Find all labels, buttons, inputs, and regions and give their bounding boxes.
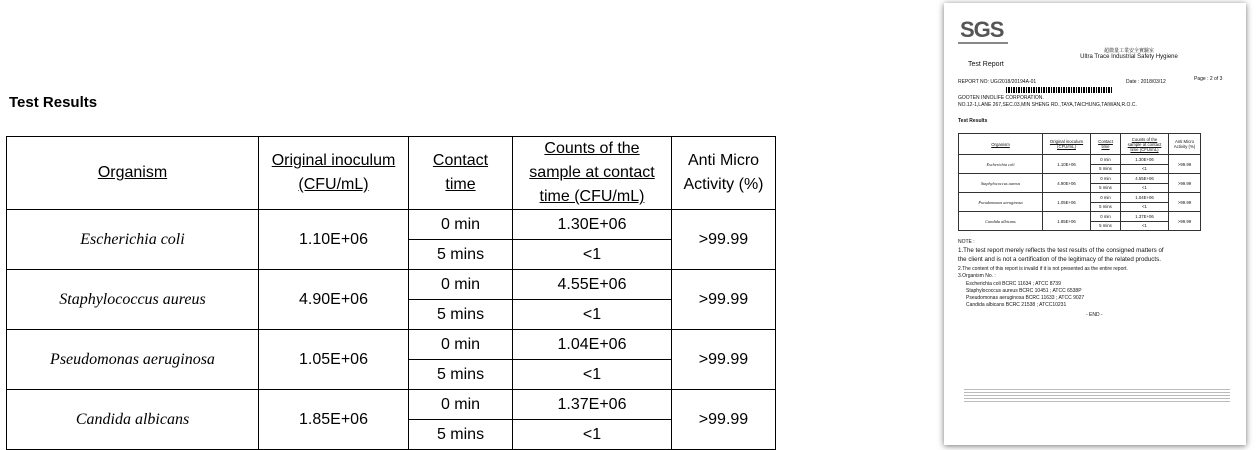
contact-time-cell: 5 mins	[409, 240, 513, 270]
count-cell: 1.30E+06	[513, 210, 672, 240]
note-3: 3.Organism No. :	[958, 273, 996, 279]
header-counts: Counts of the sample at contact time (CFU/mL)	[513, 137, 672, 210]
report-page: Page : 2 of 3	[1194, 76, 1223, 82]
count-cell: <1	[513, 240, 672, 270]
contact-time-cell: 0 min	[409, 330, 513, 360]
organism-cell: Staphylococcus aureus	[7, 270, 259, 330]
header-activity: Anti Micro Activity (%)	[672, 137, 776, 210]
note-label: NOTE :	[958, 239, 975, 245]
company-name: GOOTEN INNOLIFE CORPORATION.	[958, 95, 1044, 101]
organism-no-1: Escherichia coli BCRC 11634 ; ATCC 8739	[966, 281, 1061, 287]
count-cell: 4.55E+06	[513, 270, 672, 300]
sgs-logo: SGS	[960, 17, 1004, 42]
activity-cell: >99.99	[672, 270, 776, 330]
count-cell: 1.37E+06	[513, 390, 672, 420]
organism-no-4: Candida albicans BCRC 21538 ; ATCC10231	[966, 302, 1067, 308]
inoculum-cell: 1.05E+06	[259, 330, 409, 390]
organism-no-3: Pseudomonas aeruginosa BCRC 11633 ; ATCC 9027	[966, 295, 1085, 301]
note-2: 2.The content of this report is invalid if it is not presented as the entire report.	[958, 266, 1128, 272]
count-cell: <1	[513, 360, 672, 390]
lab-name-cn: 超微量工業安全實驗室	[1103, 48, 1154, 54]
inoculum-cell: 1.85E+06	[259, 390, 409, 450]
count-cell: 1.04E+06	[513, 330, 672, 360]
contact-time-cell: 5 mins	[409, 420, 513, 450]
report-number: REPORT NO: UG/2018/20194A-01	[958, 79, 1037, 85]
company-address: NO.12-1,LANE 267,SEC.03,MIN SHENG RD.,TAYA,TAICHUNG,TAIWAN,R.O.C.	[958, 102, 1137, 108]
header-contact-time: Contact time	[409, 137, 513, 210]
report-thumbnail	[944, 3, 1246, 445]
logo-underline	[958, 42, 1008, 44]
report-end: - END -	[1086, 312, 1103, 318]
count-cell: <1	[513, 420, 672, 450]
results-table	[6, 136, 776, 450]
barcode	[1006, 87, 1112, 93]
note-1b: the client and is not a certification of the legitimacy of the related products.	[958, 256, 1161, 263]
results-label: Test Results	[958, 118, 988, 124]
contact-time-cell: 0 min	[409, 390, 513, 420]
header-organism: Organism	[7, 137, 259, 210]
organism-cell: Escherichia coli	[7, 210, 259, 270]
report-title: Test Report	[968, 61, 1004, 68]
inoculum-cell: 1.10E+06	[259, 210, 409, 270]
organism-cell: Pseudomonas aeruginosa	[7, 330, 259, 390]
note-1a: 1.The test report merely reflects the test results of the consigned matters of	[958, 247, 1164, 254]
count-cell: <1	[513, 300, 672, 330]
fine-print	[964, 389, 1230, 403]
lab-name-en: Ultra Trace Industrial Safety Hygiene	[1080, 54, 1178, 60]
section-title: Test Results	[9, 94, 98, 111]
contact-time-cell: 5 mins	[409, 300, 513, 330]
contact-time-cell: 0 min	[409, 270, 513, 300]
contact-time-cell: 0 min	[409, 210, 513, 240]
inoculum-cell: 4.90E+06	[259, 270, 409, 330]
activity-cell: >99.99	[672, 330, 776, 390]
organism-cell: Candida albicans	[7, 390, 259, 450]
table-row	[7, 390, 776, 420]
header-inoculum: Original inoculum (CFU/mL)	[259, 137, 409, 210]
mini-results-table: Organism Original inoculum (CFU/mL) Contact time Counts of the sample at contact time (CFU/mL) Anti Micro Activity (%) Escherichia coli 1.10E+06 0 min 1.30E+06 >99.99 5 mins <1 Staphylococcus aureus 4.90E+06 0 min 4.55E+06 >99.99 5 mins <1 Pseudomonas aeruginosa 1.05E+06 0 min 1.04E+06 >99.99 5 mins <1 Candida albicans 1.85E+06 0 min 1.37E+06 >99.99 5 mins <1	[958, 133, 1201, 231]
organism-no-2: Staphylococcus aureus BCRC 10451 ; ATCC 6538P	[966, 288, 1082, 294]
table-row	[7, 210, 776, 240]
activity-cell: >99.99	[672, 390, 776, 450]
table-row	[7, 270, 776, 300]
contact-time-cell: 5 mins	[409, 360, 513, 390]
table-row	[7, 330, 776, 360]
header-row	[7, 137, 776, 210]
activity-cell: >99.99	[672, 210, 776, 270]
report-date: Date : 2018/03/12	[1126, 79, 1166, 85]
